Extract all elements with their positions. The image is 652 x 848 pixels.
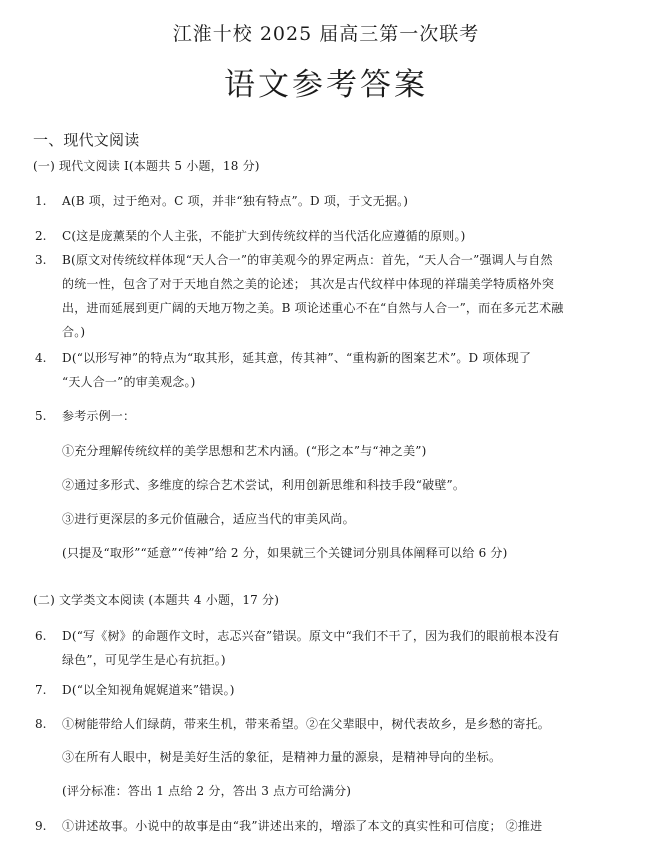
answer-line: A(B 项，过于绝对。C 项，并非“独有特点”。D 项，于文无据。) [62,194,409,208]
answer-line: B(原文对传统纹样体现“天人合一”的审美观今的界定两点：首先，“天人合一”强调人与自然 [62,253,553,267]
answer-line: ①讲述故事。小说中的故事是由“我”讲述出来的，增添了本文的真实性和可信度； ②推进 [62,819,543,833]
answer-intro: 参考示例一： [62,409,136,423]
question-number: 3. [35,253,47,267]
scoring-note: (只提及“取形”“延意”“传神”给 2 分，如果就三个关键词分别具体阐释可以给 6 分) [62,546,508,560]
question-number: 6. [35,629,47,643]
subsection-heading-1: (一) 现代文阅读 I(本题共 5 小题，18 分) [33,159,260,173]
question-number: 1. [35,194,47,208]
answer-line: D(“以全知视角娓娓道来”错误。) [62,683,235,697]
scoring-note: (评分标准：答出 1 点给 2 分，答出 3 点方可给满分) [62,784,352,798]
page-title: 语文参考答案 [224,67,428,103]
answer-line: 合。) [62,325,86,339]
answer-line: D(“以形写神”的特点为“取其形，延其意，传其神”、“重构新的图案艺术”。D 项体现了 [62,351,532,365]
answer-line: 绿色”，可见学生是心有抗拒。) [62,653,226,667]
question-number: 5. [35,409,47,423]
question-number: 2. [35,229,47,243]
answer-point: ③进行更深层的多元价值融合，适应当代的审美风尚。 [62,512,355,526]
answer-point: ③在所有人眼中，树是美好生活的象征，是精神力量的源泉，是精神导向的坐标。 [62,750,502,764]
answer-point: ②通过多形式、多维度的综合艺术尝试，利用创新思维和科技手段“破壁”。 [62,478,466,492]
exam-header: 江淮十校 2025 届高三第一次联考 [172,23,480,45]
question-number: 4. [35,351,47,365]
subsection-heading-2: (二) 文学类文本阅读 (本题共 4 小题，17 分) [33,593,280,607]
answer-point: ①树能带给人们绿荫，带来生机，带来希望。②在父辈眼中，树代表故乡，是乡愁的寄托。 [62,717,551,731]
answer-line: “天人合一”的审美观念。) [62,375,196,389]
answer-point: ①充分理解传统纹样的美学思想和艺术内涵。(“形之本”与“神之美”) [62,444,427,458]
answer-line: C(这是庞薰琹的个人主张，不能扩大到传统纹样的当代活化应遵循的原则。) [62,229,466,243]
answer-line: D(“写《树》的命题作文时，志忑兴奋”错误。原文中“我们不干了，因为我们的眼前根本没有 [62,629,560,643]
question-number: 7. [35,683,47,697]
section-heading-modern-reading: 一、现代文阅读 [33,131,140,149]
question-number: 8. [35,717,47,731]
question-number: 9. [35,819,47,833]
answer-line: 的统一性，包含了对于天地自然之美的论述； 其次是古代纹样中体现的祥瑞美学特质格外突 [62,277,555,291]
answer-line: 出，进而延展到更广阔的天地万物之美。B 项论述重心不在“自然与人合一”，而在多元艺术融 [62,301,564,315]
